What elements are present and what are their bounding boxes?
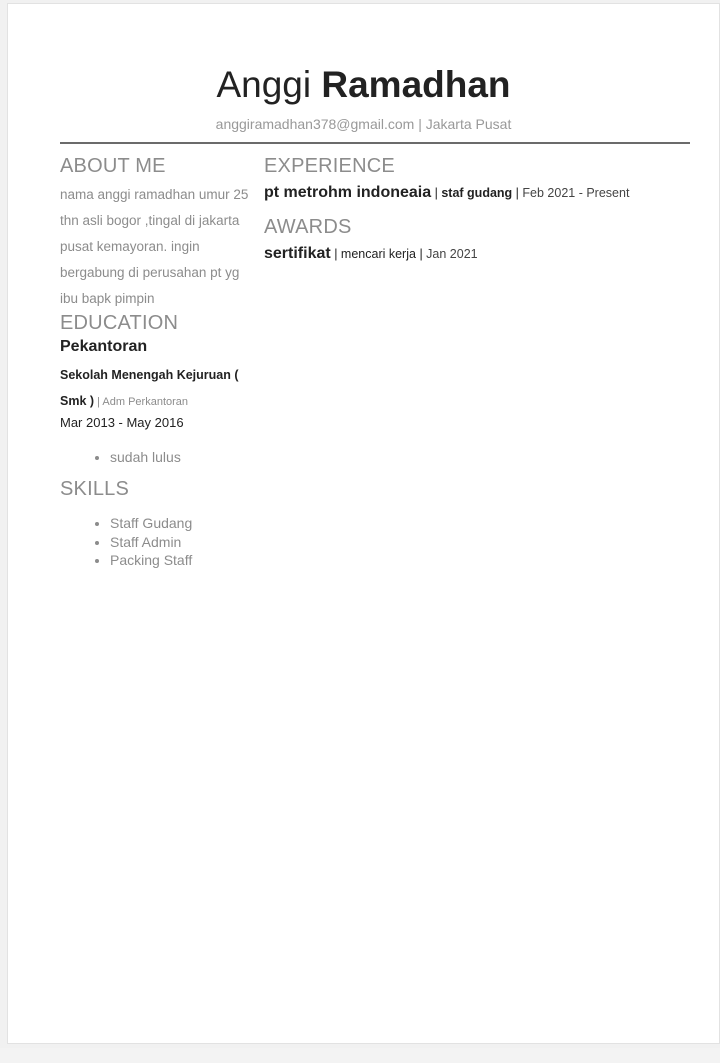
award-issuer: mencari kerja xyxy=(340,247,416,261)
contact-line: anggiramadhan378@gmail.com | Jakarta Pusat xyxy=(215,116,512,132)
award-title: sertifikat xyxy=(264,245,331,262)
experience-role: staf gudang xyxy=(441,186,513,200)
education-bullets xyxy=(60,448,181,467)
experience-entry: pt metrohm indoneaia | staf gudang | Feb 2021 - Present xyxy=(264,184,630,201)
first-name: Anggi xyxy=(216,64,312,105)
experience-dates: Feb 2021 - Present xyxy=(522,186,630,200)
education-school: Pekantoran xyxy=(60,338,148,355)
skills-heading: SKILLS xyxy=(60,478,130,500)
awards-entry: sertifikat | mencari kerja | Jan 2021 xyxy=(264,245,478,262)
resume-page xyxy=(7,3,720,1044)
about-heading: ABOUT ME xyxy=(60,155,166,177)
award-date: Jan 2021 xyxy=(426,247,478,261)
education-degree xyxy=(60,362,260,415)
list-item: • sudah lulus xyxy=(110,448,181,467)
education-major: Adm Perkantoran xyxy=(102,396,189,408)
last-name: Ramadhan xyxy=(321,64,511,105)
education-degree-text: Sekolah Menengah Kejuruan ( Smk ) xyxy=(60,368,239,408)
list-item: • Staff Admin xyxy=(110,533,192,552)
experience-company: pt metrohm indoneaia xyxy=(264,184,432,201)
page-footer-area xyxy=(0,1048,720,1063)
awards-heading: AWARDS xyxy=(264,216,352,238)
education-heading: EDUCATION xyxy=(60,312,179,334)
experience-heading: EXPERIENCE xyxy=(264,155,395,177)
skills-list xyxy=(60,514,192,570)
resume-name xyxy=(8,62,719,108)
header-divider xyxy=(60,142,690,144)
education-separator: | xyxy=(94,396,103,408)
about-text: nama anggi ramadhan umur 25 thn asli bogor ,tingal di jakarta pusat kemayoran. ingin bergabung di perusahan pt yg ibu bapk pimpin xyxy=(60,187,249,306)
list-item: • Packing Staff xyxy=(110,551,192,570)
list-item: • Staff Gudang xyxy=(110,514,192,533)
education-dates: Mar 2013 - May 2016 xyxy=(60,415,184,430)
